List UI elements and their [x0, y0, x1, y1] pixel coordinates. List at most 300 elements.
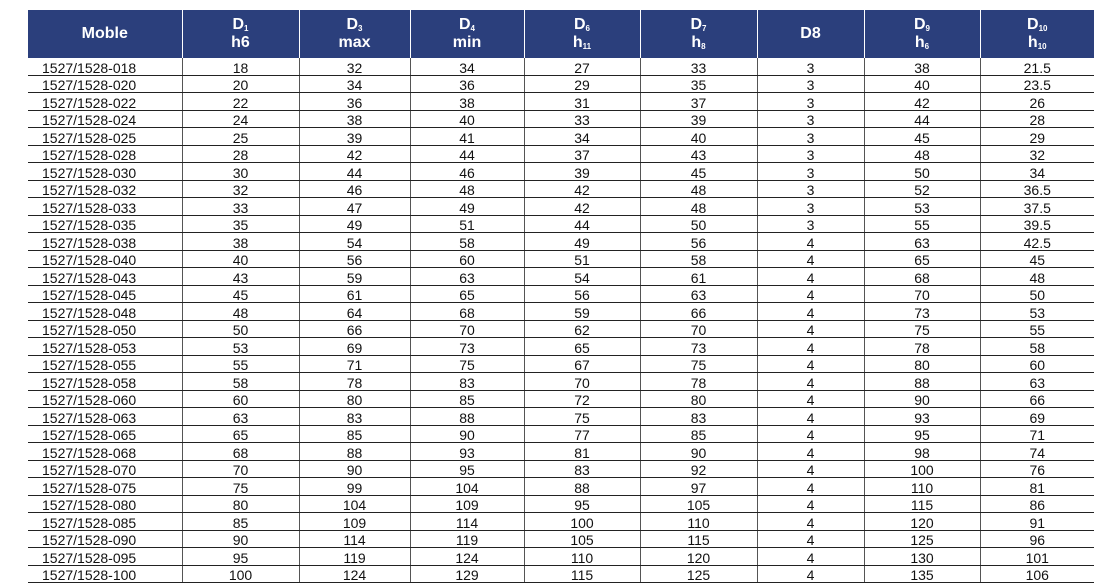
cell-d7: 83	[640, 408, 757, 426]
cell-d4: 70	[410, 320, 524, 338]
cell-d10: 91	[980, 513, 1094, 531]
cell-moble: 1527/1528-068	[28, 443, 182, 461]
cell-d8: 4	[757, 478, 864, 496]
cell-d6: 42	[524, 198, 640, 216]
cell-d8: 4	[757, 268, 864, 286]
cell-d7: 58	[640, 250, 757, 268]
cell-d4: 129	[410, 565, 524, 583]
cell-d10: 34	[980, 163, 1094, 181]
header-d8: D8	[757, 10, 864, 58]
cell-d8: 3	[757, 110, 864, 128]
cell-d9: 70	[864, 285, 980, 303]
cell-d6: 72	[524, 390, 640, 408]
cell-d6: 81	[524, 443, 640, 461]
cell-d8: 4	[757, 548, 864, 566]
header-d1: $D_1$ h6	[182, 10, 299, 58]
table-row	[28, 233, 1094, 251]
cell-d10: 26	[980, 93, 1094, 111]
table-body	[28, 58, 1094, 583]
cell-moble: 1527/1528-095	[28, 548, 182, 566]
cell-d7: 39	[640, 110, 757, 128]
cell-d7: 45	[640, 163, 757, 181]
cell-d9: 52	[864, 180, 980, 198]
cell-d8: 3	[757, 93, 864, 111]
cell-d1: 75	[182, 478, 299, 496]
cell-d1: 45	[182, 285, 299, 303]
cell-d4: 119	[410, 530, 524, 548]
cell-d9: 80	[864, 355, 980, 373]
cell-d6: 49	[524, 233, 640, 251]
cell-d3: 109	[299, 513, 410, 531]
cell-d6: 65	[524, 338, 640, 356]
cell-moble: 1527/1528-028	[28, 145, 182, 163]
cell-moble: 1527/1528-025	[28, 128, 182, 146]
cell-d7: 61	[640, 268, 757, 286]
table-row	[28, 198, 1094, 216]
cell-d1: 68	[182, 443, 299, 461]
cell-moble: 1527/1528-032	[28, 180, 182, 198]
cell-d9: 78	[864, 338, 980, 356]
table-row	[28, 128, 1094, 146]
cell-d10: 45	[980, 250, 1094, 268]
cell-d7: 105	[640, 495, 757, 513]
cell-d10: 69	[980, 408, 1094, 426]
cell-d4: 44	[410, 145, 524, 163]
cell-d6: 75	[524, 408, 640, 426]
cell-d8: 4	[757, 425, 864, 443]
cell-d7: 110	[640, 513, 757, 531]
cell-d1: 60	[182, 390, 299, 408]
table-row	[28, 495, 1094, 513]
cell-d1: 58	[182, 373, 299, 391]
cell-d1: 33	[182, 198, 299, 216]
cell-moble: 1527/1528-033	[28, 198, 182, 216]
cell-d3: 71	[299, 355, 410, 373]
cell-d1: 18	[182, 58, 299, 75]
cell-moble: 1527/1528-022	[28, 93, 182, 111]
table-row	[28, 513, 1094, 531]
cell-d3: 99	[299, 478, 410, 496]
cell-d10: 76	[980, 460, 1094, 478]
cell-d4: 51	[410, 215, 524, 233]
cell-d4: 38	[410, 93, 524, 111]
header-d9: $D_9$ $h_6$	[864, 10, 980, 58]
cell-d4: 109	[410, 495, 524, 513]
cell-d10: 50	[980, 285, 1094, 303]
cell-d3: 59	[299, 268, 410, 286]
table-row	[28, 443, 1094, 461]
cell-d8: 4	[757, 373, 864, 391]
cell-d4: 48	[410, 180, 524, 198]
cell-d3: 124	[299, 565, 410, 583]
cell-d10: 71	[980, 425, 1094, 443]
cell-moble: 1527/1528-030	[28, 163, 182, 181]
cell-moble: 1527/1528-058	[28, 373, 182, 391]
table-row	[28, 565, 1094, 583]
table-row	[28, 75, 1094, 93]
cell-d1: 32	[182, 180, 299, 198]
cell-moble: 1527/1528-100	[28, 565, 182, 583]
cell-d4: 34	[410, 58, 524, 75]
cell-d1: 40	[182, 250, 299, 268]
cell-d10: 106	[980, 565, 1094, 583]
header-d4: $D_4$ min	[410, 10, 524, 58]
cell-d3: 42	[299, 145, 410, 163]
header-d6: $D_6$ $h_{11}$	[524, 10, 640, 58]
cell-d4: 36	[410, 75, 524, 93]
cell-d8: 4	[757, 390, 864, 408]
cell-d1: 50	[182, 320, 299, 338]
cell-d8: 4	[757, 285, 864, 303]
table-row	[28, 163, 1094, 181]
cell-d4: 114	[410, 513, 524, 531]
cell-d8: 3	[757, 145, 864, 163]
cell-d3: 104	[299, 495, 410, 513]
cell-d7: 35	[640, 75, 757, 93]
cell-d10: 58	[980, 338, 1094, 356]
cell-d7: 78	[640, 373, 757, 391]
cell-d9: 40	[864, 75, 980, 93]
cell-d10: 48	[980, 268, 1094, 286]
cell-d3: 90	[299, 460, 410, 478]
cell-moble: 1527/1528-035	[28, 215, 182, 233]
cell-d8: 4	[757, 233, 864, 251]
cell-d10: 39.5	[980, 215, 1094, 233]
cell-d8: 4	[757, 355, 864, 373]
cell-d9: 100	[864, 460, 980, 478]
cell-d10: 55	[980, 320, 1094, 338]
cell-d9: 65	[864, 250, 980, 268]
cell-d3: 114	[299, 530, 410, 548]
cell-moble: 1527/1528-050	[28, 320, 182, 338]
cell-moble: 1527/1528-085	[28, 513, 182, 531]
cell-d10: 81	[980, 478, 1094, 496]
cell-d8: 4	[757, 250, 864, 268]
table-row	[28, 390, 1094, 408]
cell-d6: 37	[524, 145, 640, 163]
cell-d10: 28	[980, 110, 1094, 128]
cell-d6: 44	[524, 215, 640, 233]
cell-d8: 3	[757, 198, 864, 216]
cell-d9: 45	[864, 128, 980, 146]
cell-d1: 80	[182, 495, 299, 513]
cell-d4: 124	[410, 548, 524, 566]
cell-d3: 64	[299, 303, 410, 321]
cell-d8: 3	[757, 58, 864, 75]
cell-moble: 1527/1528-038	[28, 233, 182, 251]
table-row	[28, 530, 1094, 548]
cell-d4: 60	[410, 250, 524, 268]
cell-d9: 95	[864, 425, 980, 443]
table-row	[28, 58, 1094, 75]
cell-d1: 65	[182, 425, 299, 443]
cell-d1: 22	[182, 93, 299, 111]
cell-d8: 4	[757, 565, 864, 583]
cell-d7: 48	[640, 198, 757, 216]
cell-d8: 3	[757, 180, 864, 198]
cell-d8: 4	[757, 408, 864, 426]
cell-d8: 3	[757, 75, 864, 93]
cell-d3: 88	[299, 443, 410, 461]
cell-d9: 63	[864, 233, 980, 251]
cell-d10: 32	[980, 145, 1094, 163]
cell-d10: 36.5	[980, 180, 1094, 198]
cell-d10: 37.5	[980, 198, 1094, 216]
cell-d8: 4	[757, 460, 864, 478]
table-row	[28, 460, 1094, 478]
table-row	[28, 180, 1094, 198]
cell-d1: 38	[182, 233, 299, 251]
table-row	[28, 215, 1094, 233]
cell-d7: 66	[640, 303, 757, 321]
cell-d1: 63	[182, 408, 299, 426]
cell-d9: 130	[864, 548, 980, 566]
table-row	[28, 548, 1094, 566]
cell-d9: 53	[864, 198, 980, 216]
cell-d8: 4	[757, 303, 864, 321]
cell-d4: 41	[410, 128, 524, 146]
cell-d3: 66	[299, 320, 410, 338]
cell-d4: 83	[410, 373, 524, 391]
cell-d1: 20	[182, 75, 299, 93]
cell-d3: 46	[299, 180, 410, 198]
cell-moble: 1527/1528-043	[28, 268, 182, 286]
cell-d3: 38	[299, 110, 410, 128]
cell-d10: 42.5	[980, 233, 1094, 251]
cell-moble: 1527/1528-020	[28, 75, 182, 93]
cell-d1: 28	[182, 145, 299, 163]
table-row	[28, 338, 1094, 356]
cell-d6: 31	[524, 93, 640, 111]
cell-d1: 85	[182, 513, 299, 531]
table-row	[28, 373, 1094, 391]
cell-d8: 4	[757, 513, 864, 531]
cell-d6: 33	[524, 110, 640, 128]
cell-d3: 119	[299, 548, 410, 566]
cell-d6: 59	[524, 303, 640, 321]
cell-moble: 1527/1528-075	[28, 478, 182, 496]
cell-d10: 74	[980, 443, 1094, 461]
cell-d6: 115	[524, 565, 640, 583]
cell-d3: 69	[299, 338, 410, 356]
cell-d6: 56	[524, 285, 640, 303]
cell-d7: 80	[640, 390, 757, 408]
cell-d7: 70	[640, 320, 757, 338]
cell-d8: 3	[757, 163, 864, 181]
cell-d6: 77	[524, 425, 640, 443]
cell-d4: 46	[410, 163, 524, 181]
cell-moble: 1527/1528-053	[28, 338, 182, 356]
cell-d3: 83	[299, 408, 410, 426]
cell-d4: 49	[410, 198, 524, 216]
cell-d3: 80	[299, 390, 410, 408]
cell-d9: 38	[864, 58, 980, 75]
cell-d9: 88	[864, 373, 980, 391]
cell-d9: 115	[864, 495, 980, 513]
cell-d9: 73	[864, 303, 980, 321]
cell-d6: 42	[524, 180, 640, 198]
cell-d9: 125	[864, 530, 980, 548]
table-row	[28, 110, 1094, 128]
cell-d6: 110	[524, 548, 640, 566]
table-row	[28, 285, 1094, 303]
cell-d3: 36	[299, 93, 410, 111]
cell-d9: 42	[864, 93, 980, 111]
cell-d4: 104	[410, 478, 524, 496]
cell-d3: 78	[299, 373, 410, 391]
header-d7: $D_7$ $h_8$	[640, 10, 757, 58]
cell-d7: 85	[640, 425, 757, 443]
cell-moble: 1527/1528-055	[28, 355, 182, 373]
cell-d4: 88	[410, 408, 524, 426]
cell-d3: 49	[299, 215, 410, 233]
cell-d7: 56	[640, 233, 757, 251]
cell-d9: 93	[864, 408, 980, 426]
cell-d3: 85	[299, 425, 410, 443]
cell-d3: 32	[299, 58, 410, 75]
cell-d7: 120	[640, 548, 757, 566]
cell-d7: 97	[640, 478, 757, 496]
table-row	[28, 478, 1094, 496]
cell-d1: 70	[182, 460, 299, 478]
cell-d1: 95	[182, 548, 299, 566]
cell-d7: 125	[640, 565, 757, 583]
cell-d10: 53	[980, 303, 1094, 321]
cell-d7: 33	[640, 58, 757, 75]
cell-d8: 4	[757, 495, 864, 513]
cell-d6: 62	[524, 320, 640, 338]
cell-d4: 85	[410, 390, 524, 408]
cell-d9: 110	[864, 478, 980, 496]
cell-d9: 48	[864, 145, 980, 163]
cell-d7: 63	[640, 285, 757, 303]
cell-d6: 70	[524, 373, 640, 391]
cell-d4: 40	[410, 110, 524, 128]
cell-d6: 83	[524, 460, 640, 478]
cell-d6: 88	[524, 478, 640, 496]
cell-d6: 100	[524, 513, 640, 531]
cell-d9: 68	[864, 268, 980, 286]
cell-d8: 4	[757, 443, 864, 461]
header-d10: $D_{10}$ $h_{10}$	[980, 10, 1094, 58]
cell-d8: 4	[757, 338, 864, 356]
cell-d9: 75	[864, 320, 980, 338]
dimensions-table	[28, 10, 1094, 583]
cell-d8: 3	[757, 128, 864, 146]
table-row	[28, 355, 1094, 373]
cell-d3: 54	[299, 233, 410, 251]
cell-d7: 40	[640, 128, 757, 146]
cell-d8: 4	[757, 320, 864, 338]
cell-d10: 86	[980, 495, 1094, 513]
cell-d4: 63	[410, 268, 524, 286]
cell-d6: 105	[524, 530, 640, 548]
cell-moble: 1527/1528-070	[28, 460, 182, 478]
cell-d3: 44	[299, 163, 410, 181]
cell-d6: 29	[524, 75, 640, 93]
cell-d7: 73	[640, 338, 757, 356]
cell-d4: 93	[410, 443, 524, 461]
cell-d1: 30	[182, 163, 299, 181]
cell-d6: 39	[524, 163, 640, 181]
cell-d9: 120	[864, 513, 980, 531]
cell-d9: 98	[864, 443, 980, 461]
table-row	[28, 425, 1094, 443]
cell-d6: 51	[524, 250, 640, 268]
table-row	[28, 250, 1094, 268]
cell-d7: 37	[640, 93, 757, 111]
header-row	[28, 10, 1094, 58]
cell-d7: 90	[640, 443, 757, 461]
cell-d3: 39	[299, 128, 410, 146]
cell-d10: 21.5	[980, 58, 1094, 75]
cell-d7: 43	[640, 145, 757, 163]
cell-d4: 95	[410, 460, 524, 478]
cell-d9: 50	[864, 163, 980, 181]
cell-d9: 90	[864, 390, 980, 408]
table-row	[28, 320, 1094, 338]
cell-d4: 68	[410, 303, 524, 321]
cell-d10: 29	[980, 128, 1094, 146]
cell-d1: 55	[182, 355, 299, 373]
cell-d7: 115	[640, 530, 757, 548]
cell-moble: 1527/1528-048	[28, 303, 182, 321]
table-row	[28, 303, 1094, 321]
cell-d1: 100	[182, 565, 299, 583]
cell-moble: 1527/1528-065	[28, 425, 182, 443]
cell-d10: 60	[980, 355, 1094, 373]
cell-d3: 61	[299, 285, 410, 303]
cell-d1: 53	[182, 338, 299, 356]
cell-d4: 75	[410, 355, 524, 373]
cell-d10: 23.5	[980, 75, 1094, 93]
table-row	[28, 408, 1094, 426]
cell-d6: 54	[524, 268, 640, 286]
cell-d8: 3	[757, 215, 864, 233]
cell-d4: 58	[410, 233, 524, 251]
table-row	[28, 93, 1094, 111]
cell-d10: 101	[980, 548, 1094, 566]
cell-moble: 1527/1528-018	[28, 58, 182, 75]
cell-d1: 25	[182, 128, 299, 146]
cell-d9: 44	[864, 110, 980, 128]
cell-d6: 34	[524, 128, 640, 146]
cell-d3: 34	[299, 75, 410, 93]
cell-d1: 48	[182, 303, 299, 321]
cell-d1: 24	[182, 110, 299, 128]
cell-d7: 92	[640, 460, 757, 478]
header-d3: $D_3$ max	[299, 10, 410, 58]
cell-d7: 48	[640, 180, 757, 198]
cell-d4: 90	[410, 425, 524, 443]
table-row	[28, 145, 1094, 163]
cell-d7: 75	[640, 355, 757, 373]
cell-d6: 95	[524, 495, 640, 513]
cell-d7: 50	[640, 215, 757, 233]
cell-d4: 73	[410, 338, 524, 356]
cell-d3: 47	[299, 198, 410, 216]
cell-d6: 27	[524, 58, 640, 75]
cell-moble: 1527/1528-060	[28, 390, 182, 408]
cell-d10: 96	[980, 530, 1094, 548]
cell-d8: 4	[757, 530, 864, 548]
cell-d6: 67	[524, 355, 640, 373]
cell-moble: 1527/1528-045	[28, 285, 182, 303]
cell-d1: 90	[182, 530, 299, 548]
cell-d1: 35	[182, 215, 299, 233]
cell-moble: 1527/1528-080	[28, 495, 182, 513]
cell-d9: 135	[864, 565, 980, 583]
